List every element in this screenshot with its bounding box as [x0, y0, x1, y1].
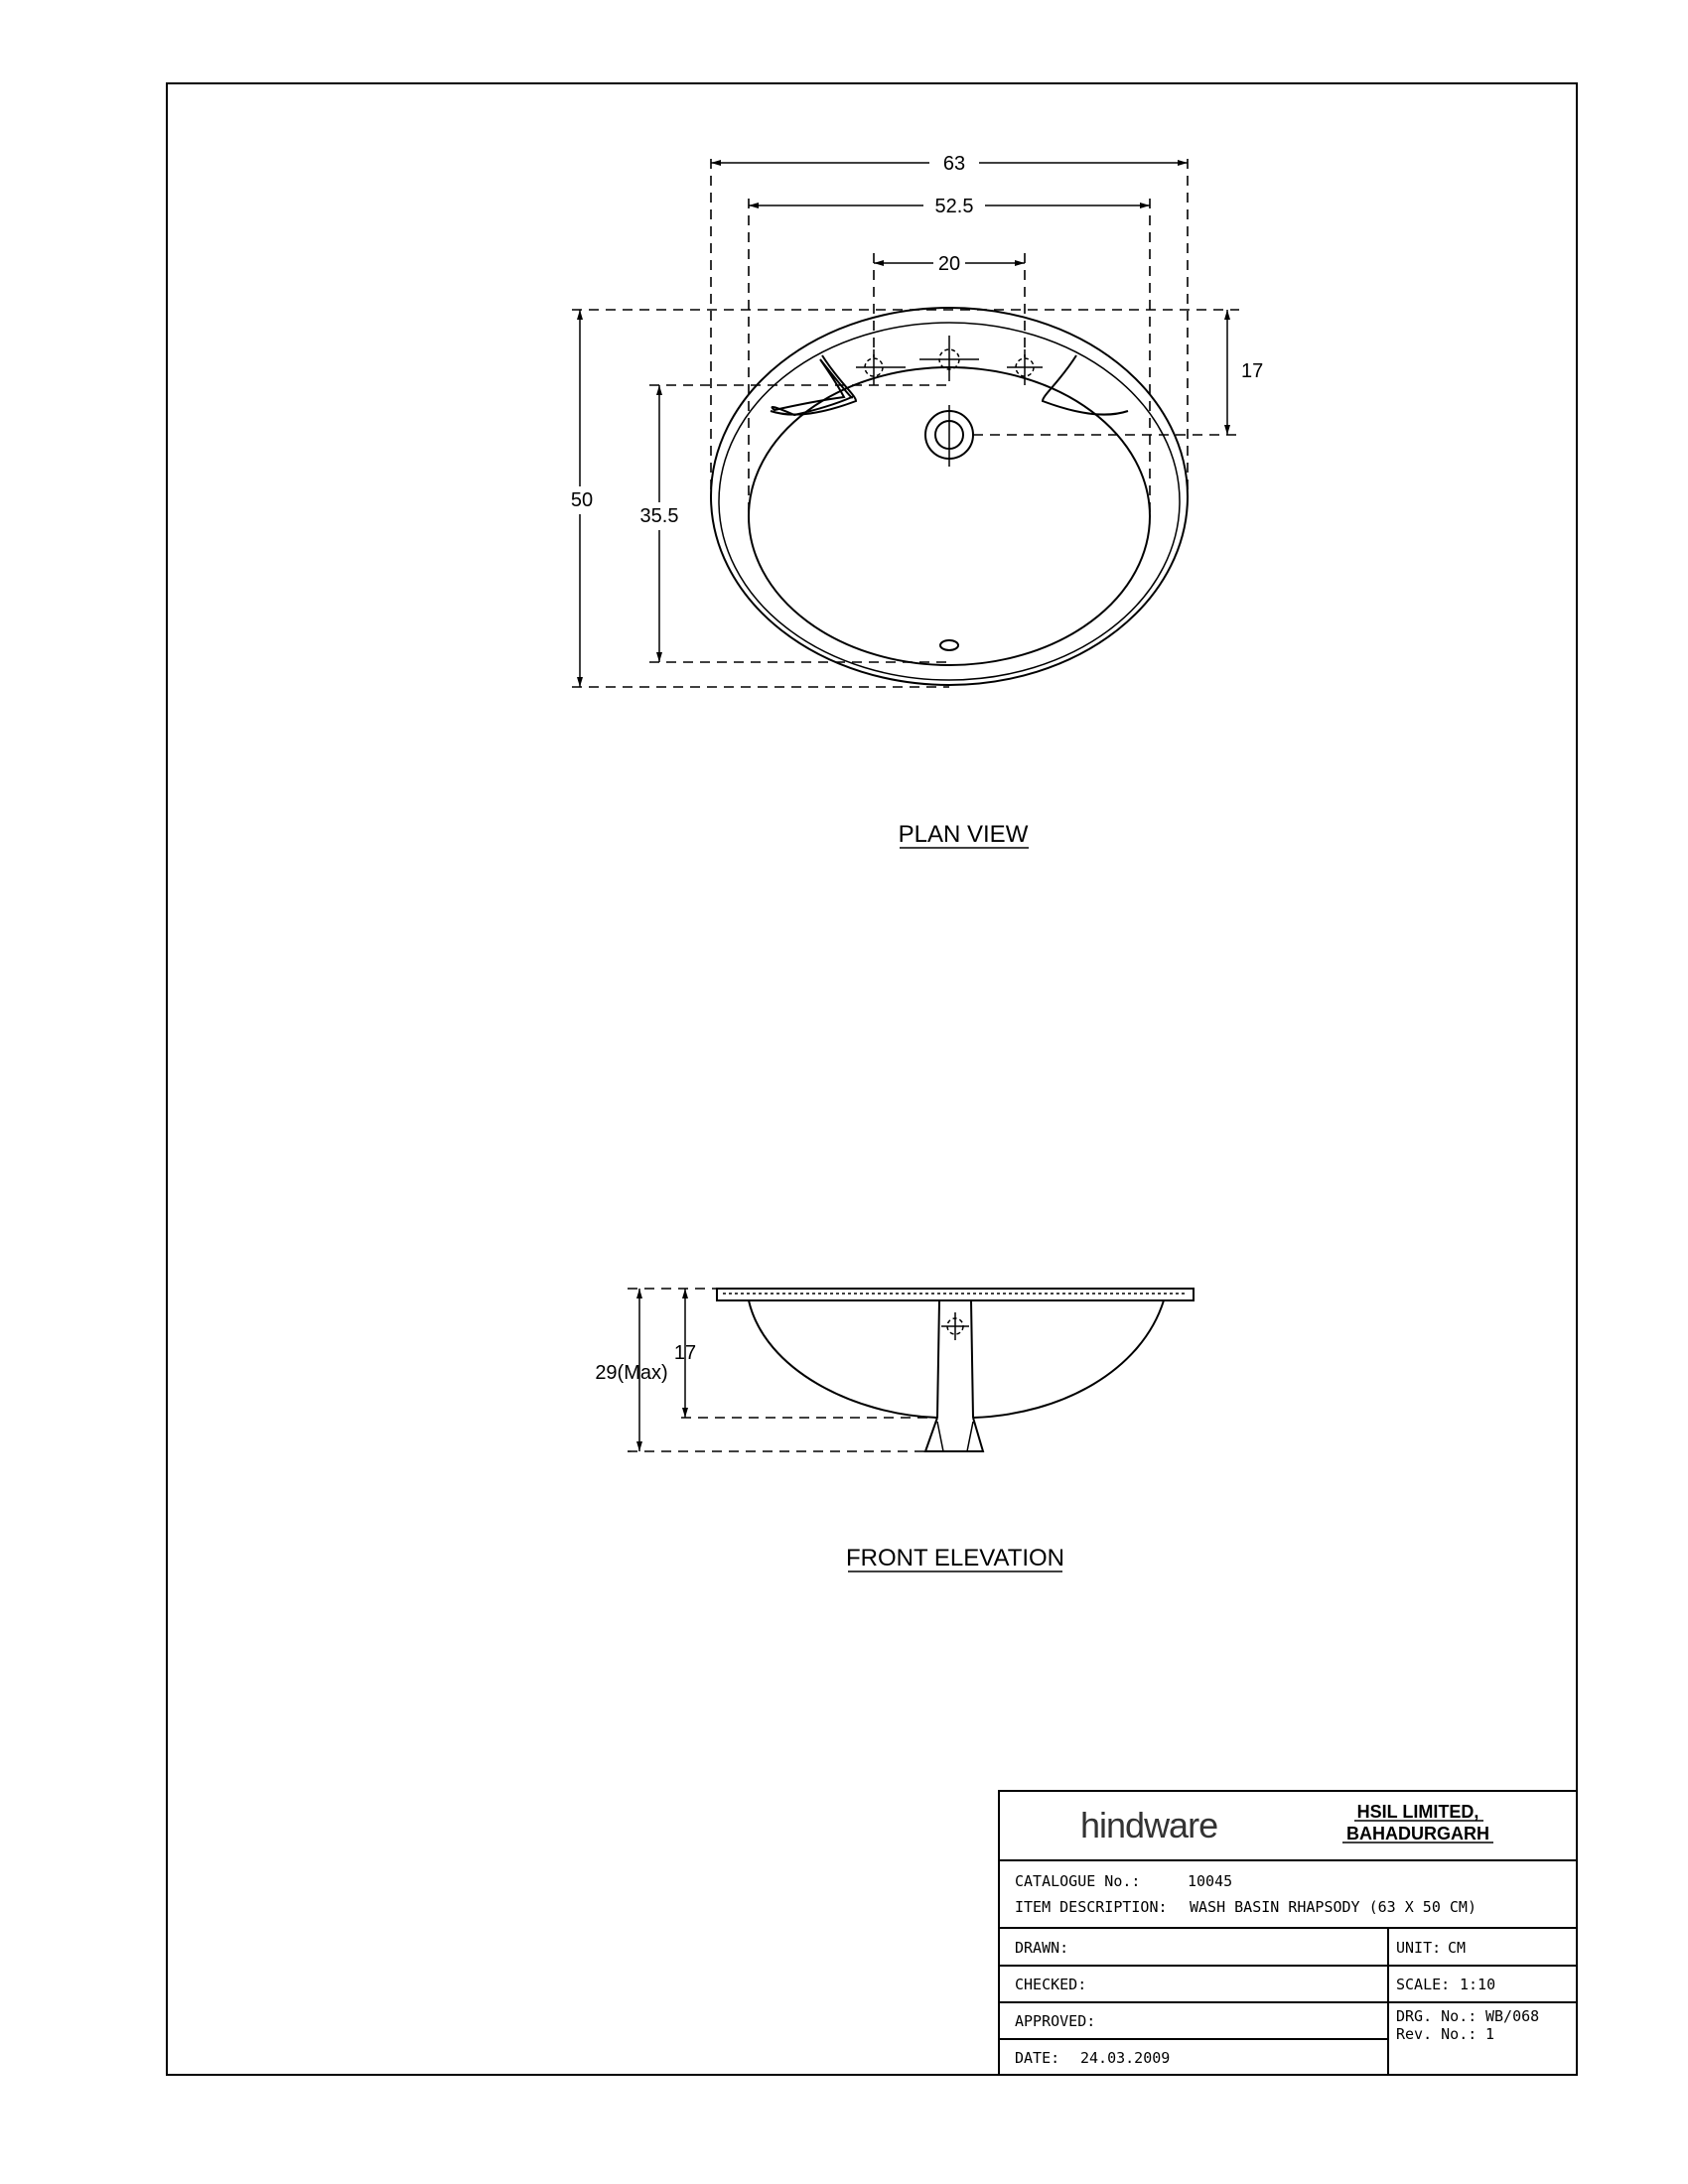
company-name: HSIL LIMITED,	[1356, 1802, 1479, 1822]
dim-label-tap-to-edge: 17	[1241, 360, 1264, 382]
tap-marker	[941, 1312, 969, 1340]
dim-max-height	[595, 1289, 667, 1451]
catalogue-label: CATALOGUE No.:	[1015, 1872, 1141, 1890]
dim-label-overall-depth: 50	[570, 489, 594, 511]
scale-label: SCALE:	[1396, 1976, 1451, 1993]
dim-label-bowl-depth: 35.5	[639, 505, 679, 527]
dim-tap-to-edge	[1227, 310, 1263, 435]
sheet-border	[167, 83, 1577, 2075]
dim-overall-depth	[571, 310, 593, 687]
date-label: DATE:	[1015, 2049, 1060, 2067]
item-description-label: ITEM DESCRIPTION:	[1015, 1898, 1168, 1916]
checked-label: CHECKED:	[1015, 1976, 1087, 1993]
plan-view-title: PLAN VIEW	[898, 821, 1029, 848]
plan-view	[571, 153, 1263, 848]
deck-slab	[717, 1289, 1194, 1300]
scale-value: 1:10	[1460, 1976, 1496, 1993]
dim-bowl-height	[674, 1289, 696, 1418]
title-block	[999, 1791, 1577, 2075]
waste-fitting	[925, 1418, 983, 1451]
brand-logo: hindware	[1080, 1805, 1218, 1845]
item-description-value: WASH BASIN RHAPSODY (63 X 50 CM)	[1190, 1898, 1477, 1916]
drg-no-value: WB/068	[1485, 2007, 1540, 2025]
approved-label: APPROVED:	[1015, 2012, 1096, 2030]
tap-hole-center	[919, 336, 979, 381]
front-elevation-title: FRONT ELEVATION	[845, 1545, 1065, 1571]
dim-label-bowl-width: 52.5	[934, 196, 974, 217]
drawn-label: DRAWN:	[1015, 1939, 1069, 1957]
dim-bowl-depth	[640, 385, 679, 662]
overflow-hole	[940, 640, 958, 650]
front-elevation	[595, 1289, 1194, 1571]
tap-hole-left	[856, 349, 906, 385]
rev-no-value: 1	[1485, 2025, 1495, 2043]
dim-bowl-width	[749, 196, 1150, 217]
waste-outlet	[925, 405, 973, 467]
rev-no-label: Rev. No.:	[1396, 2025, 1477, 2043]
drg-no-label: DRG. No.:	[1396, 2007, 1477, 2025]
dim-label-bowl-height: 17	[673, 1342, 697, 1364]
company-location: BAHADURGARH	[1346, 1824, 1489, 1843]
dim-overall-width	[711, 153, 1188, 175]
catalogue-value: 10045	[1188, 1872, 1233, 1890]
date-value: 24.03.2009	[1080, 2049, 1171, 2067]
unit-value: CM	[1448, 1939, 1467, 1957]
dim-label-max-height: 29(Max)	[595, 1362, 668, 1384]
unit-label: UNIT:	[1396, 1939, 1442, 1957]
dim-tap-holes	[874, 253, 1025, 275]
dim-label-tap-holes: 20	[937, 253, 961, 275]
dim-label-overall-width: 63	[942, 153, 966, 175]
